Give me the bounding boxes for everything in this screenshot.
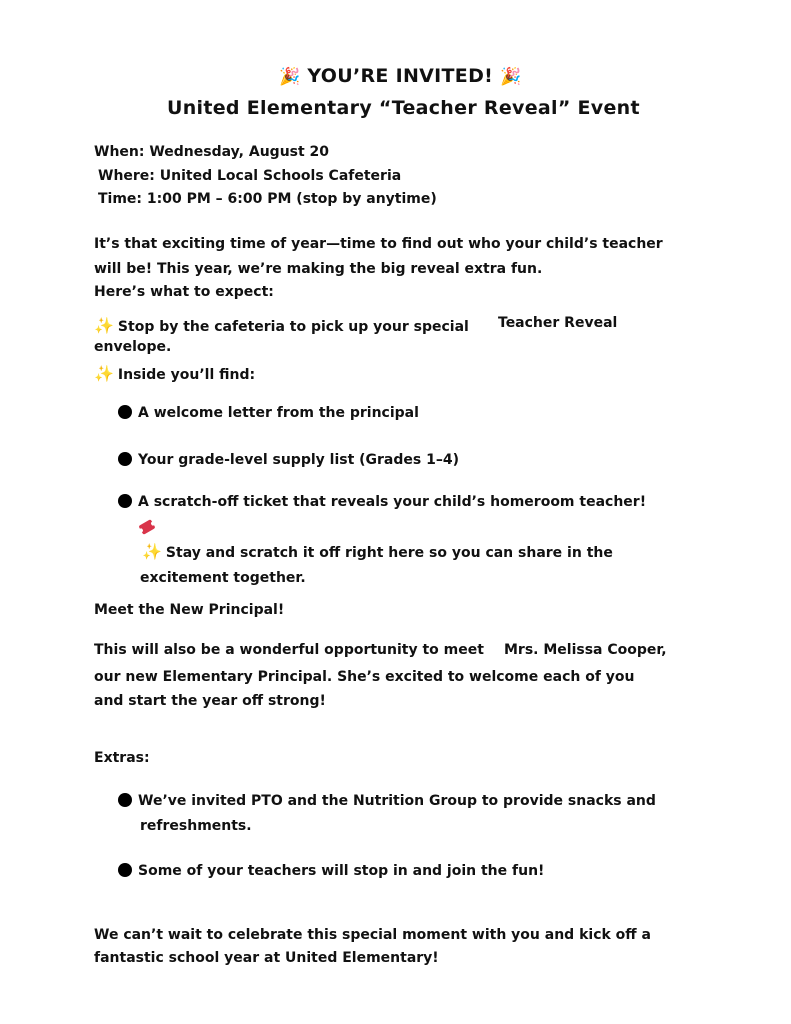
time-line: Time: 1:00 PM – 6:00 PM (stop by anytime) [98,191,437,207]
when-line: When: Wednesday, August 20 [94,144,330,160]
event-title: United Elementary “Teacher Reveal” Event [167,97,640,119]
stay-text-1: Stay and scratch it off right here so you can share in the [165,545,613,561]
principal-heading: Meet the New Principal! [94,602,285,618]
teacher-reveal-label: Teacher Reveal [498,315,618,331]
bullet-icon [118,405,132,419]
sparkle-icon: ✨ [94,364,114,383]
invite-text: YOU’RE INVITED! [307,65,494,87]
inside-text: Inside you’ll find: [117,367,256,383]
stay-line-2: excitement together. [140,570,306,586]
intro-line-1: It’s that exciting time of year—time to find out who your child’s teacher [94,236,663,252]
intro-line-3: Here’s what to expect: [94,284,274,300]
bullet-icon [118,494,132,508]
where-line: Where: United Local Schools Cafeteria [98,168,402,184]
sparkle-icon: ✨ [94,316,114,335]
party-popper-icon: 🎉 [279,67,301,87]
inside-heading [94,365,255,384]
sparkle-icon: ✨ [142,542,162,561]
inside-item-3: A scratch-off ticket that reveals your child’s homeroom teacher! [138,494,647,510]
intro-line-2: will be! This year, we’re making the big reveal extra fun. [94,261,543,277]
principal-name: Mrs. Melissa Cooper, [504,642,667,658]
principal-line-3: and start the year off strong! [94,693,326,709]
extras-heading: Extras: [94,750,150,766]
closing-line-1: We can’t wait to celebrate this special moment with you and kick off a [94,927,651,943]
bullet-icon [118,863,132,877]
bullet-icon [118,452,132,466]
bullet-icon [118,793,132,807]
principal-line-2: our new Elementary Principal. She’s excited to welcome each of you [94,669,635,685]
party-popper-icon: 🎉 [500,67,522,87]
extras-item-1a: We’ve invited PTO and the Nutrition Group to provide snacks and [138,793,656,809]
stop-by-text: Stop by the cafeteria to pick up your special [117,319,469,335]
envelope-line: envelope. [94,339,172,355]
inside-item-1: A welcome letter from the principal [138,405,419,421]
extras-item-2: Some of your teachers will stop in and join the fun! [138,863,545,879]
stop-by-line [94,317,469,336]
extras-item-1b: refreshments. [140,818,252,834]
invite-heading [279,64,522,89]
stay-line-1 [142,543,613,562]
closing-line-2: fantastic school year at United Elementary! [94,950,439,966]
ticket-icon [138,519,155,535]
principal-line-1: This will also be a wonderful opportunity to meet [94,642,484,658]
inside-item-2: Your grade-level supply list (Grades 1–4) [138,452,459,468]
